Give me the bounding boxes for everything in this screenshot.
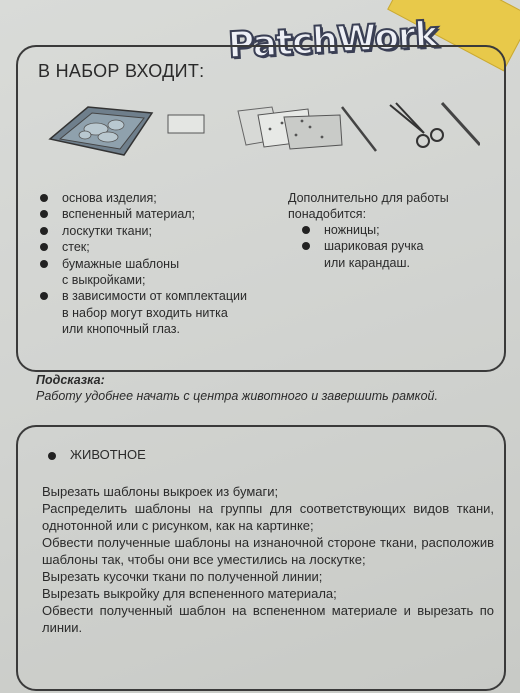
hint-label: Подсказка:: [36, 373, 105, 387]
list-item: с выкройками;: [62, 273, 146, 288]
step-text: Вырезать шаблоны выкроек из бумаги;: [42, 484, 279, 499]
foam-sheet-image: [168, 115, 204, 133]
base-frame-image: [50, 107, 152, 155]
step-text: Вырезать выкройку для вспененного материала;: [42, 586, 337, 601]
fabric-pieces-image: [238, 107, 342, 149]
step-text: Обвести полученные шаблоны на изнаночной стороне ткани, расположив шаблоны так, чтобы они все уместились на лоскутке;: [42, 535, 494, 567]
stylus-image: [342, 107, 376, 151]
list-item: или карандаш.: [324, 255, 410, 270]
list-item: ножницы;: [296, 222, 496, 238]
list-item: в зависимости от комплектации: [34, 288, 274, 304]
kit-illustration: [40, 99, 480, 169]
list-item: шариковая ручка: [296, 238, 496, 254]
pen-image: [442, 103, 480, 145]
list-item: в набор могут входить нитка: [62, 305, 228, 320]
list-item: стек;: [34, 239, 274, 255]
scissors-image: [390, 103, 443, 147]
extra-title: Дополнительно для работы понадобится:: [288, 191, 449, 222]
list-item: основа изделия;: [34, 190, 274, 206]
hint-text: Работу удобнее начать с центра животного и завершить рамкой.: [36, 389, 438, 403]
section-title: ЖИВОТНОЕ: [48, 447, 146, 462]
animal-section-box: [16, 425, 506, 691]
list-item: вспененный материал;: [34, 206, 274, 222]
extra-list: [296, 222, 496, 271]
materials-list: [34, 190, 274, 338]
list-item: бумажные шаблоны: [34, 256, 274, 272]
step-text: Вырезать кусочки ткани по полученной линии;: [42, 569, 323, 584]
list-item: или кнопочный глаз.: [62, 322, 180, 337]
kit-title: В НАБОР ВХОДИТ:: [38, 61, 205, 81]
bullet-icon: [48, 452, 56, 460]
kit-contents-box: [16, 45, 506, 372]
step-text: Распределить шаблоны на группы для соответствующих видов ткани, однотонной или с рисунком, как на картинке;: [42, 501, 494, 533]
logo-text: PatchWork: [227, 14, 439, 66]
step-text: Обвести полученный шаблон на вспененном материале и вырезать по линии.: [42, 603, 494, 635]
list-item: лоскутки ткани;: [34, 223, 274, 239]
steps-list: [42, 483, 494, 636]
